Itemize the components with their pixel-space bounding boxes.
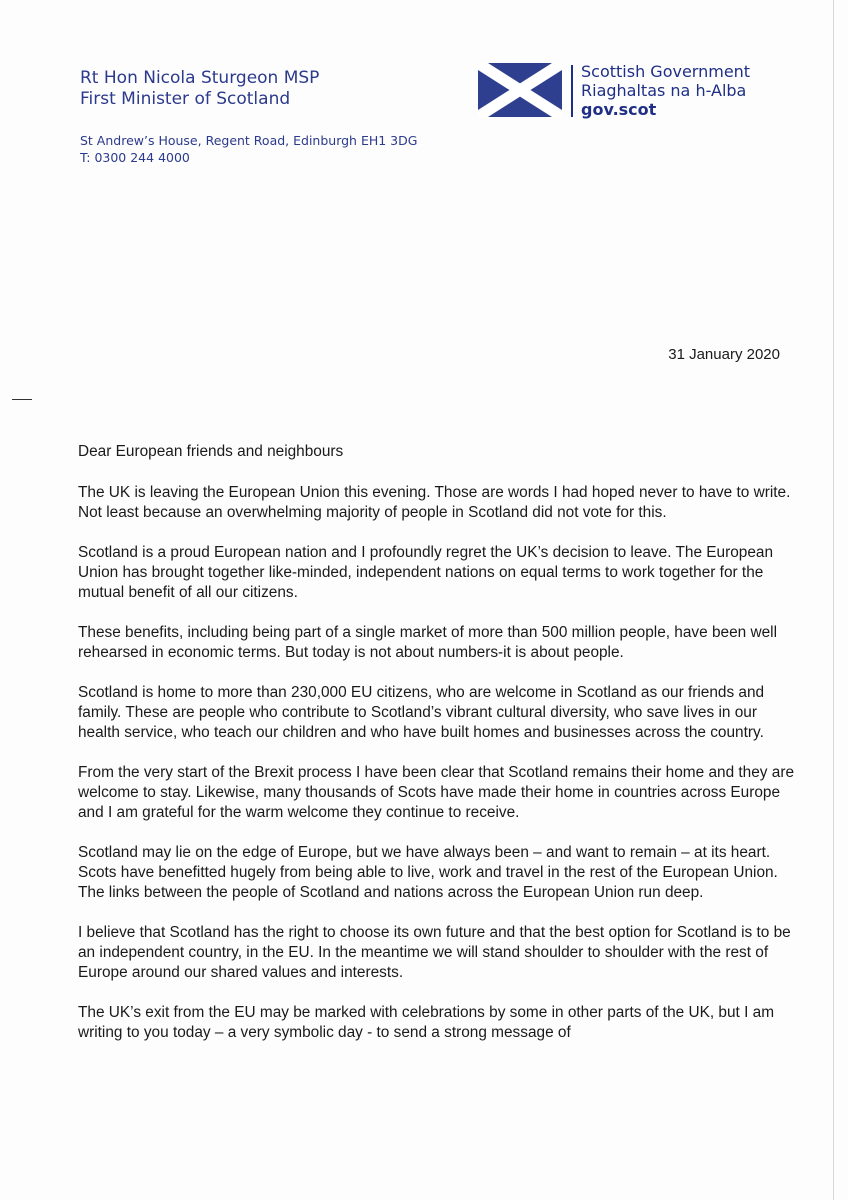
paragraph-6: Scotland may lie on the edge of Europe, but we have always been – and want to remain – at its heart. Scots have benefitted hugely from being able to live, work and travel in the rest of the European Union. The links between the people of Scotland and nations across the European Union run deep. xyxy=(78,844,778,901)
logo-text-gaelic: Riaghaltas na h-Alba xyxy=(581,81,747,100)
paragraph-2: Scotland is a proud European nation and I profoundly regret the UK’s decision to leave. The European Union has brought together like-minded, independent nations on equal terms to work together for the mutual benefit of all our citizens. xyxy=(78,544,774,601)
paragraph-4: Scotland is home to more than 230,000 EU citizens, who are welcome in Scotland as our friends and family. These are people who contribute to Scotland’s vibrant cultural diversity, who save lives in our health service, who teach our children and who have built homes and businesses across the country. xyxy=(78,684,765,741)
sender-title: First Minister of Scotland xyxy=(80,89,291,109)
page-edge-line xyxy=(833,0,834,1200)
paragraph-5: From the very start of the Brexit process I have been clear that Scotland remains their home and they are welcome to stay. Likewise, many thousands of Scots have made their home in countries across Europe and I am grateful for the warm welcome they continue to receive. xyxy=(78,764,795,821)
logo-text-english: Scottish Government xyxy=(581,62,751,81)
logo-divider xyxy=(571,65,573,117)
salutation: Dear European friends and neighbours xyxy=(78,443,344,460)
paragraph-7: I believe that Scotland has the right to choose its own future and that the best option for Scotland is to be an independent country, in the EU. In the meantime we will stand shoulder to shoulder with the rest of Europe around our shared values and interests. xyxy=(78,924,791,981)
paragraph-1: The UK is leaving the European Union this evening. Those are words I had hoped never to have to write. Not least because an overwhelming majority of people in Scotland did not vote for this. xyxy=(78,484,791,521)
address-block xyxy=(80,132,417,166)
letter-date: 31 January 2020 xyxy=(668,346,780,363)
scottish-government-logo xyxy=(478,63,778,119)
saltire-flag-icon xyxy=(478,63,562,117)
logo-text xyxy=(581,62,750,119)
address-line: St Andrew’s House, Regent Road, Edinburgh EH1 3DG xyxy=(80,133,418,148)
fold-mark xyxy=(12,399,32,400)
letter-body xyxy=(78,442,798,1063)
phone-line: T: 0300 244 4000 xyxy=(80,150,190,165)
paragraph-3: These benefits, including being part of a single market of more than 500 million people, have been well rehearsed in economic terms. But today is not about numbers-it is about people. xyxy=(78,624,777,661)
paragraph-8: The UK’s exit from the EU may be marked with celebrations by some in other parts of the UK, but I am writing to you today – a very symbolic day - to send a strong message of xyxy=(78,1004,775,1041)
logo-text-govscot: gov.scot xyxy=(581,100,657,119)
sender-name: Rt Hon Nicola Sturgeon MSP xyxy=(80,68,320,88)
sender-block xyxy=(80,68,319,110)
